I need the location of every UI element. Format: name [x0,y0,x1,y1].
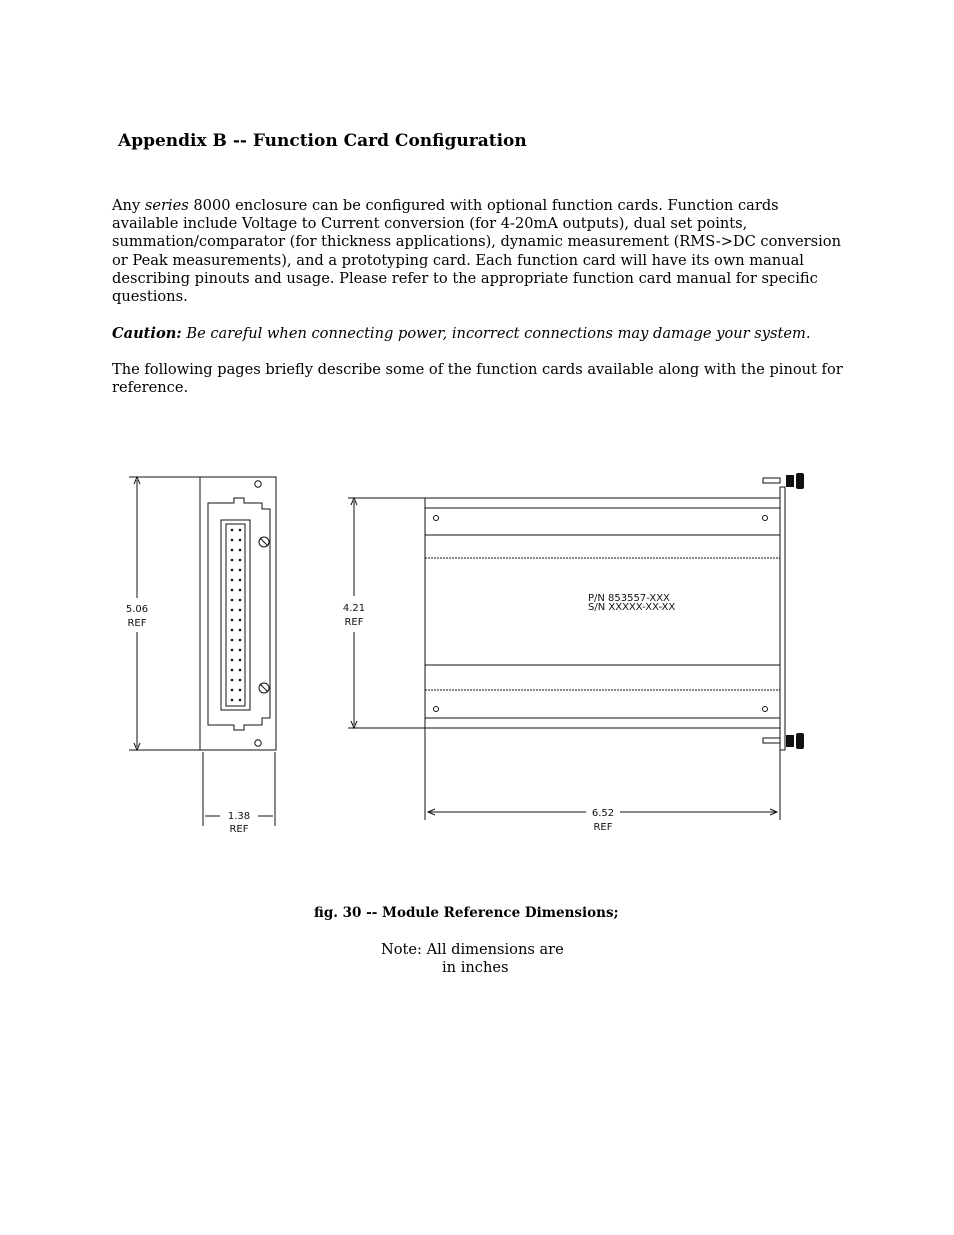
front-height-ref: REF [127,618,147,629]
dimension-note [381,941,564,977]
side-height-ref: REF [344,617,364,628]
intro-text-start: Any [112,197,145,214]
front-width-ref: REF [229,824,249,835]
figure-caption: fig. 30 -- Module Reference Dimensions; [314,905,619,921]
intro-text-rest: 8000 enclosure can be configured with optional function cards. Function cards available include Voltage to Current conversion (for 4-20mA outputs), dual set points, summation/comparator (for thickness applications), dynamic measurement (RMS->DC conversion or Peak measurements), and a prototyping card. Each function card will have its own manual describing pinouts and usage. Please refer to the appropriate function card manual for specific questions. [112,197,841,306]
side-height-value: 4.21 [342,603,366,614]
side-thumbscrews [763,473,804,749]
side-length-ref: REF [593,822,613,833]
front-connector-housing [208,498,270,730]
part-number-label: P/N 853557-XXX [588,593,670,604]
page-title: Appendix B -- Function Card Configuration [118,131,527,151]
front-width-value: 1.38 [227,811,251,822]
front-connector-pins [231,529,242,702]
front-connector-body [221,520,250,710]
note-line-1: Note: All dimensions are [381,941,564,958]
side-front-panel [780,487,785,750]
serial-number-label: S/N XXXXX-XX-XX [588,602,676,613]
note-line-2: in inches [442,959,509,977]
front-height-value: 5.06 [125,604,149,615]
front-bottom-hole [255,740,261,746]
following-paragraph: The following pages briefly describe some of the function cards available along with the pinout for reference. [112,361,843,397]
front-panel-outline [200,477,276,750]
front-top-hole [255,481,261,487]
side-length-value: 6.52 [591,808,615,819]
caution-text: Be careful when connecting power, incorrect connections may damage your system. [181,325,811,342]
series-word: series [144,197,189,214]
caution-label: Caution: [112,325,182,342]
front-connector-pins-area [226,524,245,706]
